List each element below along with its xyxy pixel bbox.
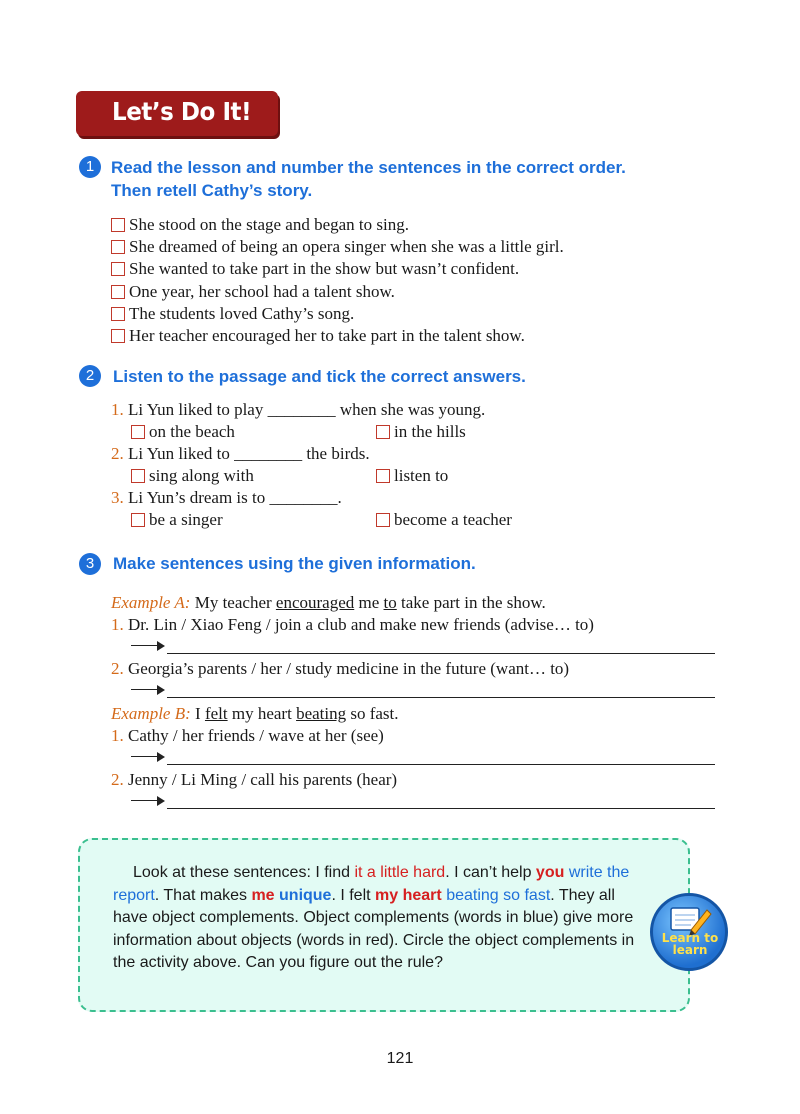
order-box[interactable]: [111, 285, 125, 299]
tick-box[interactable]: [376, 469, 390, 483]
order-box[interactable]: [111, 329, 125, 343]
prompt-a2: 2. Georgia’s parents / her / study medicine in the future (want… to): [111, 659, 570, 678]
option-item: become a teacher: [376, 509, 512, 531]
order-box[interactable]: [111, 240, 125, 254]
learn-text: Look at these sentences: I find it a little hard. I can’t help you write the report. That makes me unique. I felt my heart beating so fast. They all have object complements. Object complements (words in blue) give more information about objects (words in red). Circle the object complements in the activity above. Can you figure out the rule?: [113, 864, 635, 971]
option-item: be a singer: [131, 509, 223, 531]
section-3-heading: Make sentences using the given information.: [113, 554, 476, 573]
order-box[interactable]: [111, 218, 125, 232]
question-2: 2. Li Yun liked to ________ the birds.: [111, 444, 370, 463]
arrow-icon: [131, 685, 165, 695]
question-1: 1. Li Yun liked to play ________ when she was young.: [111, 400, 486, 419]
section-1-heading: Read the lesson and number the sentences in the correct order. Then retell Cathy’s story.: [111, 158, 626, 200]
lets-do-it-banner: [76, 91, 278, 136]
option-item: sing along with: [131, 465, 254, 487]
sentence-item: The students loved Cathy’s song.: [111, 303, 354, 325]
answer-row: [131, 680, 715, 702]
section-3-number: 3: [79, 553, 101, 575]
sentence-item: One year, her school had a talent show.: [111, 281, 395, 303]
answer-row: [131, 636, 715, 658]
tick-box[interactable]: [376, 425, 390, 439]
answer-row: [131, 747, 715, 769]
learn-to-learn-box: [78, 838, 690, 1012]
arrow-icon: [131, 752, 165, 762]
prompt-a1: 1. Dr. Lin / Xiao Feng / join a club and make new friends (advise… to): [111, 615, 594, 634]
order-box[interactable]: [111, 262, 125, 276]
example-a: Example A: My teacher encouraged me to take part in the show.: [111, 593, 546, 612]
order-box[interactable]: [111, 307, 125, 321]
option-item: on the beach: [131, 421, 235, 443]
sentence-item: She stood on the stage and began to sing.: [111, 214, 409, 236]
section-1-number: 1: [79, 156, 101, 178]
example-b: Example B: I felt my heart beating so fast.: [111, 704, 399, 723]
banner-title: Let’s Do It!: [112, 97, 252, 126]
learn-to-learn-badge: [650, 893, 728, 971]
prompt-b2: 2. Jenny / Li Ming / call his parents (hear): [111, 770, 398, 789]
arrow-icon: [131, 641, 165, 651]
arrow-icon: [131, 796, 165, 806]
tick-box[interactable]: [131, 469, 145, 483]
question-3: 3. Li Yun’s dream is to ________.: [111, 488, 342, 507]
tick-box[interactable]: [131, 513, 145, 527]
sentence-item: She wanted to take part in the show but wasn’t confident.: [111, 258, 519, 280]
tick-box[interactable]: [131, 425, 145, 439]
answer-blank[interactable]: [167, 794, 715, 809]
section-2-heading: Listen to the passage and tick the correct answers.: [113, 367, 526, 386]
answer-row: [131, 791, 715, 813]
section-2-number: 2: [79, 365, 101, 387]
answer-blank[interactable]: [167, 639, 715, 654]
badge-label: Learn to learn: [661, 931, 719, 957]
tick-box[interactable]: [376, 513, 390, 527]
prompt-b1: 1. Cathy / her friends / wave at her (see): [111, 726, 384, 745]
answer-blank[interactable]: [167, 750, 715, 765]
sentence-item: Her teacher encouraged her to take part in the talent show.: [111, 325, 525, 347]
option-item: listen to: [376, 465, 448, 487]
page-number: 121: [386, 1050, 414, 1067]
option-item: in the hills: [376, 421, 466, 443]
answer-blank[interactable]: [167, 683, 715, 698]
sentence-item: She dreamed of being an opera singer when she was a little girl.: [111, 236, 564, 258]
